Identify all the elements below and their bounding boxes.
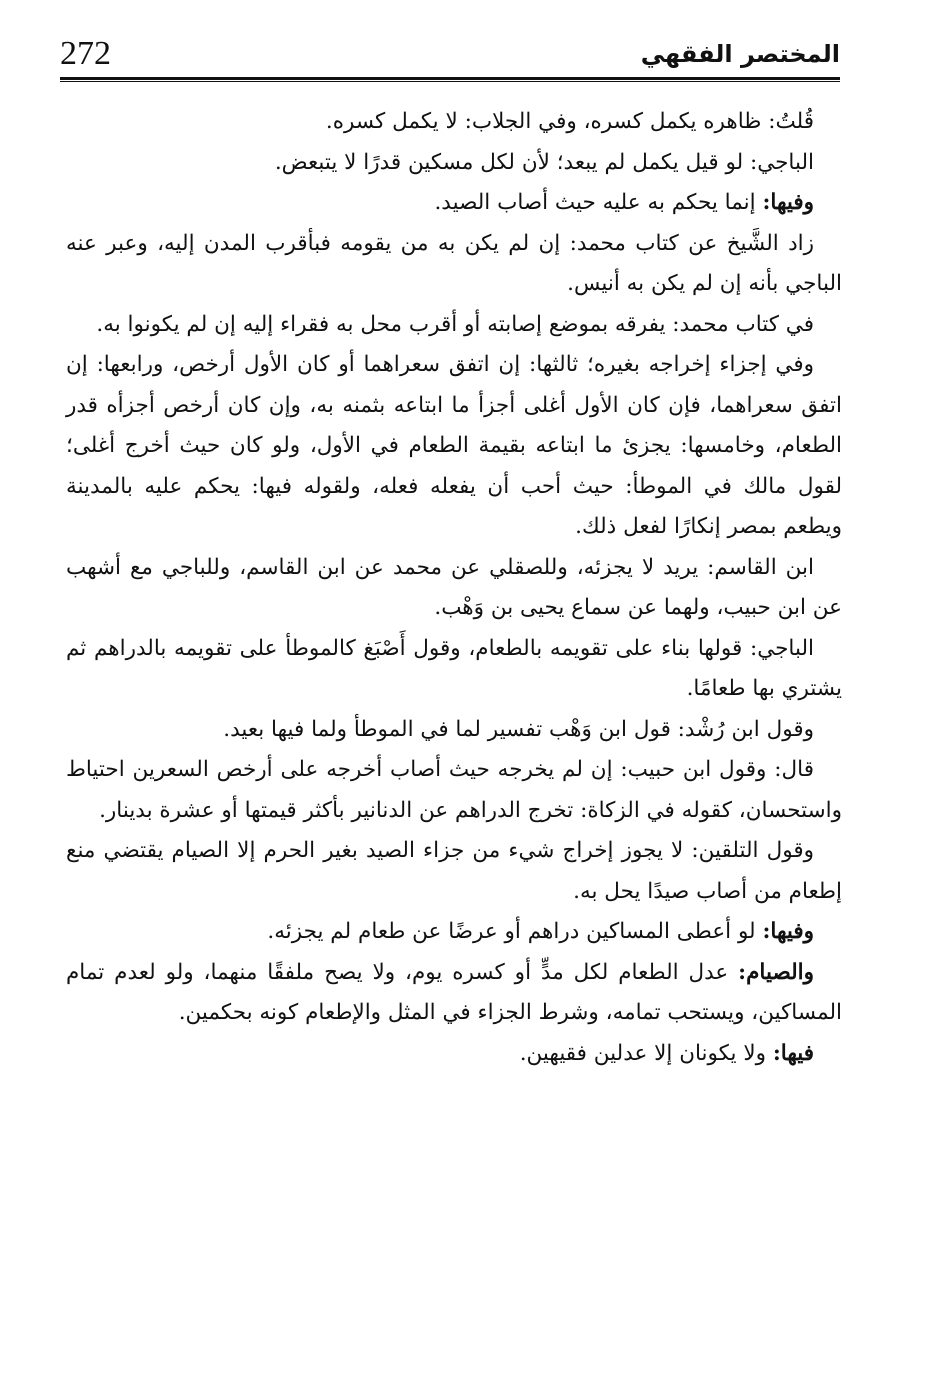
paragraph [66,548,842,629]
paragraph-lead: وفيها: [762,190,814,215]
paragraph-text: وقول ابن رُشْد: قول ابن وَهْب تفسير لما في الموطأ ولما فيها بعيد. [223,716,814,742]
paragraph [66,143,842,184]
paragraph-text: قُلتُ: ظاهره يكمل كسره، وفي الجلاب: لا يكمل كسره. [325,109,814,134]
paragraph-text: قال: وقول ابن حبيب: إن لم يخرجه حيث أصاب أخرجه على أرخص السعرين احتياط واستحسان، كقوله في الزكاة: تخرج الدراهم عن الدنانير بأكثر قيمتها أو عشرة بدينار. [66,757,842,823]
running-title: المختصر الفقهي [640,40,840,68]
paragraph-text: الباجي: لو قيل يكمل لم يبعد؛ لأن لكل مسكين قدرًا لا يتبعض. [274,149,814,175]
body-text [66,102,842,1074]
paragraph [66,831,842,912]
paragraph-lead: فيها: [772,1040,814,1066]
paragraph [66,224,842,305]
paragraph-text: ابن القاسم: يريد لا يجزئه، وللصقلي عن محمد عن ابن القاسم، وللباجي مع أشهب عن ابن حبيب، ولهما عن سماع يحيى بن وَهْب. [66,554,842,620]
paragraph-text: الباجي: قولها بناء على تقويمه بالطعام، وقول أَصْبَغ كالموطأ على تقويمه بالدراهم ثم يشتري بها طعامًا. [66,635,842,701]
paragraph-lead: وفيها: [762,919,814,944]
paragraph-text: وفي إجزاء إخراجه بغيره؛ ثالثها: إن اتفق سعراهما أو كان الأول أرخص، ورابعها: إن اتفق سعراهما، فإن كان الأول أغلى أجزأ ما ابتاعه بثمنه به، وإن كان أرخص أجزأه قدر الطعام، وخامسها: يجزئ ما ابتاعه بقيمة الطعام في الأول، ولو كان حيث أخرج أغلى؛ لقول مالك في الموطأ: حيث أحب أن يفعله فعله، ولقوله فيها: يحكم عليه بالمدينة ويطعم بمصر إنكارًا لفعل ذلك. [66,352,842,539]
paragraph-text: ولا يكونان إلا عدلين فقيهين. [519,1040,773,1066]
paragraph-text: لو أعطى المساكين دراهم أو عرضًا عن طعام لم يجزئه. [267,919,763,944]
paragraph [66,629,842,710]
page-header [60,34,840,74]
paragraph-text: إنما يحكم به عليه حيث أصاب الصيد. [434,190,763,215]
paragraph [66,305,842,346]
page-number: 272 [60,35,111,72]
paragraph [66,1034,842,1075]
paragraph-text: وقول التلقين: لا يجوز إخراج شيء من جزاء الصيد بغير الحرم إلا الصيام يقتضي منع إطعام من أصاب صيدًا يحل به. [66,838,842,904]
paragraph-text: في كتاب محمد: يفرقه بموضع إصابته أو أقرب محل به فقراء إليه إن لم يكونوا به. [96,311,814,337]
paragraph [66,912,842,953]
paragraph [66,183,842,224]
paragraph [66,750,842,831]
paragraph-text: زاد الشَّيخ عن كتاب محمد: إن لم يكن به من يقومه فبأقرب المدن إليه، وعبر عنه الباجي بأنه إن لم يكن به أنيس. [66,230,842,296]
header-rule [60,77,840,82]
paragraph-text: عدل الطعام لكل مدٍّ أو كسره يوم، ولا يصح ملفقًا منهما، ولو لعدم تمام المساكين، ويستحب تمامه، وشرط الجزاء في المثل والإطعام كونه بحكمين. [66,959,842,1025]
paragraph [66,102,842,143]
paragraph [66,710,842,751]
paragraph [66,953,842,1034]
paragraph [66,345,842,548]
paragraph-lead: والصيام: [738,959,814,985]
